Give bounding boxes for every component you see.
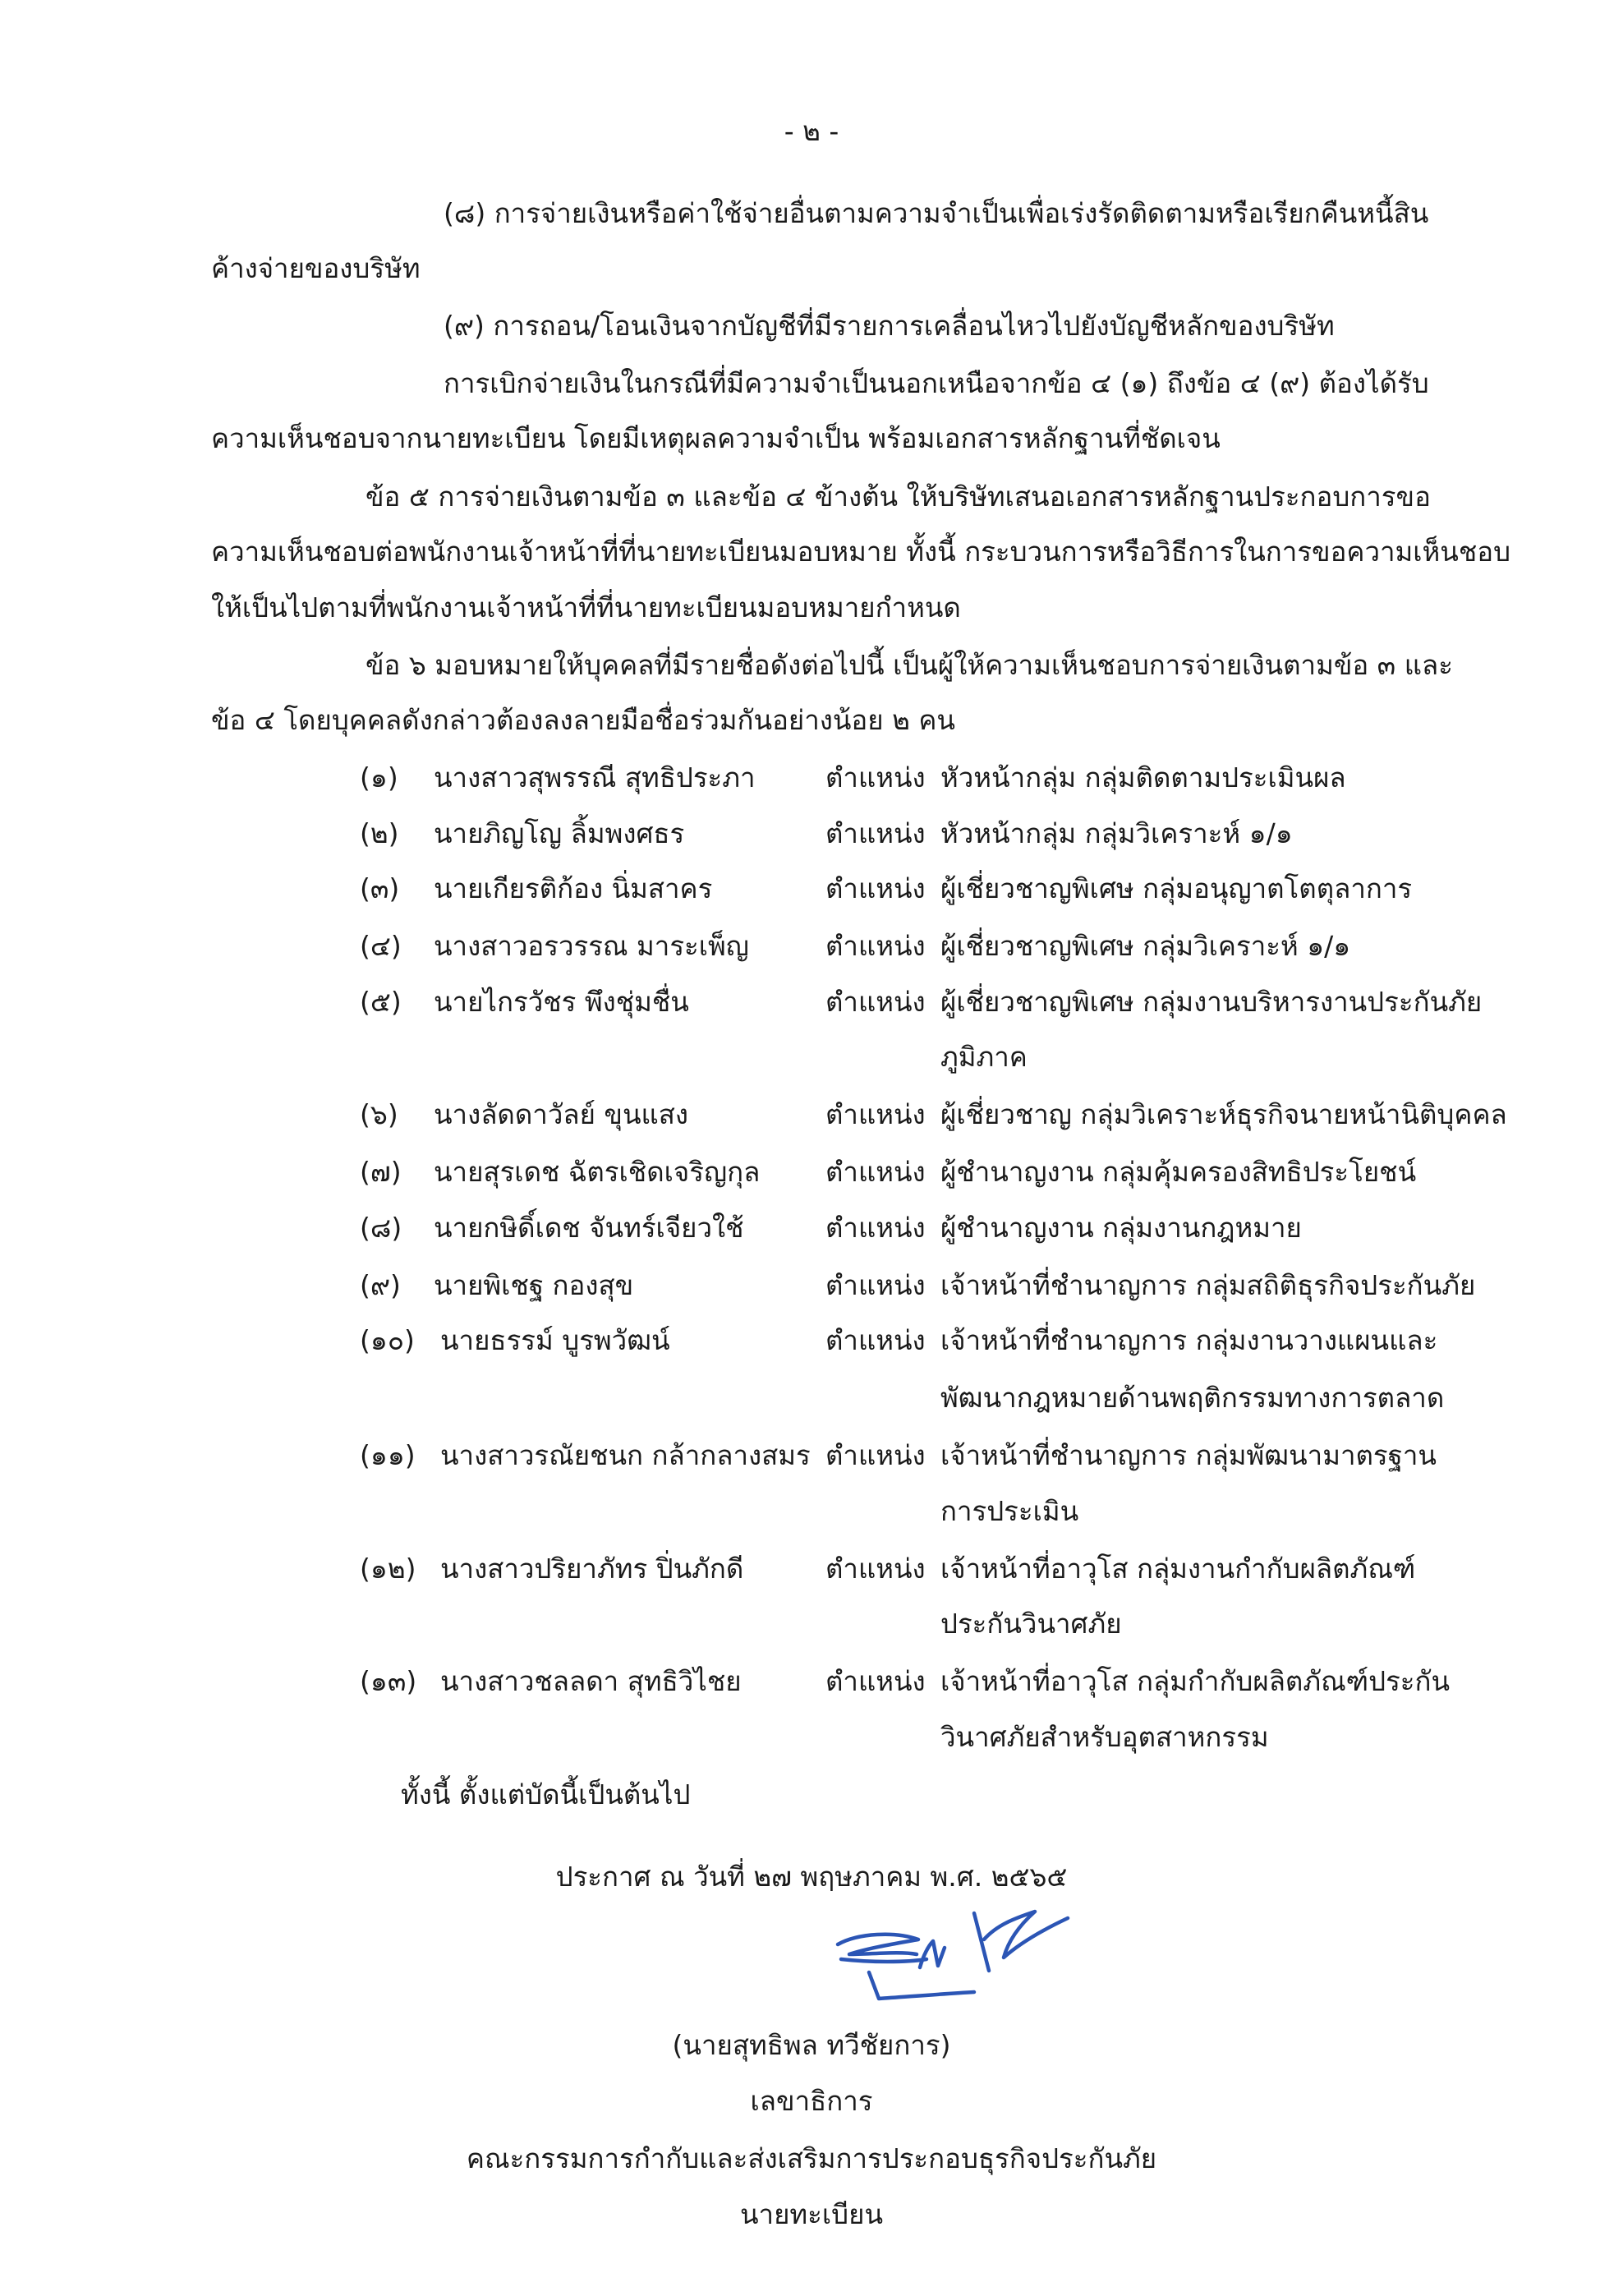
clause-5-line-2: ความเห็นชอบต่อพนักงานเจ้าหน้าที่ที่นายทะเบียนมอบหมาย ทั้งนี้ กระบวนการหรือวิธีการในการขอความเห็นชอบ — [211, 536, 1511, 568]
position-label: ตำแหน่ง — [825, 1212, 926, 1244]
person-name: นายกษิดิ์เดช จันทร์เจียวใช้ — [434, 1212, 744, 1244]
position-desc-cont: การประเมิน — [940, 1495, 1079, 1527]
position-desc: เจ้าหน้าที่อาวุโส กลุ่มกำกับผลิตภัณฑ์ประกัน — [940, 1665, 1451, 1697]
person-name: นายไกรวัชร พึงชุ่มชื่น — [434, 986, 689, 1018]
person-name: นางสาวชลลดา สุทธิวิไชย — [440, 1665, 742, 1697]
position-desc: เจ้าหน้าที่อาวุโส กลุ่มงานกำกับผลิตภัณฑ์ — [940, 1553, 1416, 1585]
position-desc-cont: วินาศภัยสำหรับอุตสาหกรรม — [940, 1721, 1269, 1753]
signatory-role: นายทะเบียน — [739, 2198, 884, 2230]
signature-image — [821, 1893, 1101, 2013]
position-label: ตำแหน่ง — [825, 761, 926, 794]
person-name: นางลัดดาวัลย์ ขุนแสง — [434, 1098, 689, 1130]
person-name: นายสุรเดช ฉัตรเชิดเจริญกุล — [434, 1156, 761, 1188]
person-index: (๑๑) — [360, 1439, 416, 1471]
person-index: (๕) — [360, 986, 402, 1018]
clause-5-line-1: ข้อ ๕ การจ่ายเงินตามข้อ ๓ และข้อ ๔ ข้างต้น ให้บริษัทเสนอเอกสารหลักฐานประกอบการขอ — [366, 481, 1431, 513]
person-name: นางสาวรณัยชนก กล้ากลางสมร — [440, 1439, 811, 1471]
signatory-org: คณะกรรมการกำกับและส่งเสริมการประกอบธุรกิจประกันภัย — [466, 2142, 1157, 2174]
person-name: นายภิญโญ ลิ้มพงศธร — [434, 817, 685, 849]
item-8-line-2: ค้างจ่ายของบริษัท — [211, 252, 421, 284]
position-desc: ผู้เชี่ยวชาญ กลุ่มวิเคราะห์ธุรกิจนายหน้านิติบุคคล — [940, 1098, 1507, 1130]
position-label: ตำแหน่ง — [825, 872, 926, 904]
effective-statement: ทั้งนี้ ตั้งแต่บัดนี้เป็นต้นไป — [401, 1778, 691, 1811]
item-9: (๙) การถอน/โอนเงินจากบัญชีที่มีรายการเคลื่อนไหวไปยังบัญชีหลักของบริษัท — [444, 310, 1335, 342]
person-index: (๑๐) — [360, 1324, 415, 1356]
position-desc: ผู้เชี่ยวชาญพิเศษ กลุ่มอนุญาตโตตุลาการ — [940, 872, 1413, 904]
position-desc-cont: ประกันวินาศภัย — [940, 1608, 1122, 1640]
position-label: ตำแหน่ง — [825, 1553, 926, 1585]
position-label: ตำแหน่ง — [825, 817, 926, 849]
position-desc: ผู้เชี่ยวชาญพิเศษ กลุ่มวิเคราะห์ ๑/๑ — [940, 930, 1351, 962]
position-desc-cont: พัฒนากฎหมายด้านพฤติกรรมทางการตลาด — [940, 1382, 1445, 1414]
person-name: นางสาวสุพรรณี สุทธิประภา — [434, 761, 756, 794]
withdraw-line-1: การเบิกจ่ายเงินในกรณีที่มีความจำเป็นนอกเหนือจากข้อ ๔ (๑) ถึงข้อ ๔ (๙) ต้องได้รับ — [444, 367, 1429, 399]
position-label: ตำแหน่ง — [825, 1439, 926, 1471]
position-desc: หัวหน้ากลุ่ม กลุ่มวิเคราะห์ ๑/๑ — [940, 817, 1293, 849]
person-index: (๘) — [360, 1212, 402, 1244]
clause-6-line-1: ข้อ ๖ มอบหมายให้บุคคลที่มีรายชื่อดังต่อไปนี้ เป็นผู้ให้ความเห็นชอบการจ่ายเงินตามข้อ ๓ และ — [366, 649, 1453, 681]
signature — [821, 1893, 1101, 2013]
position-label: ตำแหน่ง — [825, 1324, 926, 1356]
position-desc: ผู้ชำนาญงาน กลุ่มคุ้มครองสิทธิประโยชน์ — [940, 1156, 1417, 1188]
person-index: (๑๒) — [360, 1553, 416, 1585]
person-index: (๒) — [360, 817, 399, 849]
position-desc: หัวหน้ากลุ่ม กลุ่มติดตามประเมินผล — [940, 761, 1346, 794]
person-index: (๔) — [360, 930, 402, 962]
position-label: ตำแหน่ง — [825, 986, 926, 1018]
clause-6-line-2: ข้อ ๔ โดยบุคคลดังกล่าวต้องลงลายมือชื่อร่วมกันอย่างน้อย ๒ คน — [211, 704, 955, 736]
clause-5-line-3: ให้เป็นไปตามที่พนักงานเจ้าหน้าที่ที่นายทะเบียนมอบหมายกำหนด — [211, 591, 961, 623]
person-index: (๗) — [360, 1156, 402, 1188]
person-index: (๑) — [360, 761, 398, 794]
position-label: ตำแหน่ง — [825, 1156, 926, 1188]
withdraw-line-2: ความเห็นชอบจากนายทะเบียน โดยมีเหตุผลความจำเป็น พร้อมเอกสารหลักฐานที่ชัดเจน — [211, 422, 1221, 454]
position-label: ตำแหน่ง — [825, 1269, 926, 1301]
position-desc: เจ้าหน้าที่ชำนาญการ กลุ่มพัฒนามาตรฐาน — [940, 1439, 1437, 1471]
item-8-line-1: (๘) การจ่ายเงินหรือค่าใช้จ่ายอื่นตามความจำเป็นเพื่อเร่งรัดติดตามหรือเรียกคืนหนี้สิน — [444, 197, 1429, 229]
position-label: ตำแหน่ง — [825, 930, 926, 962]
person-name: นายเกียรติก้อง นิ่มสาคร — [434, 872, 713, 904]
person-name: นางสาวปริยาภัทร ปิ่นภักดี — [440, 1553, 744, 1585]
person-name: นางสาวอรวรรณ มาระเพ็ญ — [434, 930, 749, 962]
person-index: (๑๓) — [360, 1665, 417, 1697]
position-desc: เจ้าหน้าที่ชำนาญการ กลุ่มสถิติธุรกิจประกันภัย — [940, 1269, 1476, 1301]
person-name: นายธรรม์ บูรพวัฒน์ — [440, 1324, 670, 1356]
position-desc: ผู้ชำนาญงาน กลุ่มงานกฎหมาย — [940, 1212, 1302, 1244]
signatory-name: (นายสุทธิพล ทวีชัยการ) — [672, 2029, 951, 2061]
person-name: นายพิเชฐ กองสุข — [434, 1269, 634, 1301]
position-desc: ผู้เชี่ยวชาญพิเศษ กลุ่มงานบริหารงานประกันภัย — [940, 986, 1483, 1018]
person-index: (๖) — [360, 1098, 398, 1130]
position-label: ตำแหน่ง — [825, 1665, 926, 1697]
position-desc-cont: ภูมิภาค — [940, 1041, 1028, 1073]
person-index: (๓) — [360, 872, 400, 904]
signatory-title: เลขาธิการ — [750, 2085, 873, 2117]
position-label: ตำแหน่ง — [825, 1098, 926, 1130]
announcement-date: ประกาศ ณ วันที่ ๒๗ พฤษภาคม พ.ศ. ๒๕๖๕ — [555, 1861, 1068, 1893]
position-desc: เจ้าหน้าที่ชำนาญการ กลุ่มงานวางแผนและ — [940, 1324, 1438, 1356]
page-number: - ๒ - — [784, 115, 839, 147]
person-index: (๙) — [360, 1269, 401, 1301]
